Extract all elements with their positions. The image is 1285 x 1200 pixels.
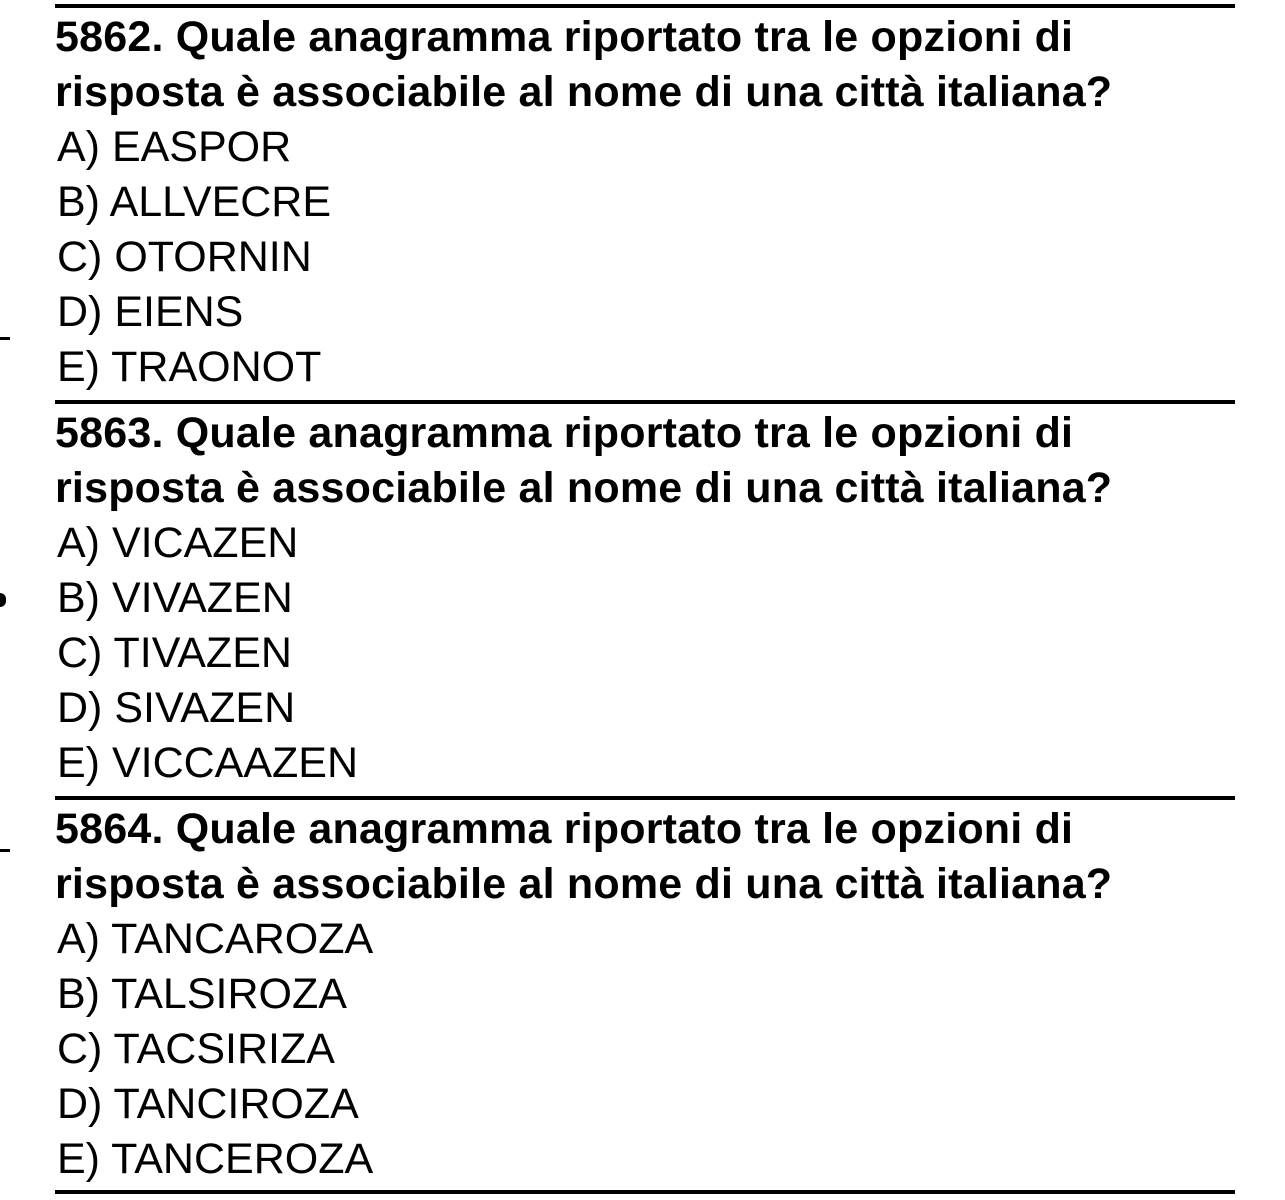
divider-rule xyxy=(55,400,1235,404)
answer-option-e: E) TANCEROZA xyxy=(57,1135,374,1183)
answer-option-d: D) TANCIROZA xyxy=(57,1080,359,1128)
answer-options xyxy=(55,912,1235,1187)
answer-option-c: C) TIVAZEN xyxy=(57,629,292,677)
question-block xyxy=(55,406,1235,791)
edge-mark-1 xyxy=(0,337,10,340)
question-text: 5863. Quale anagramma riportato tra le opzioni di risposta è associabile al nome di una città italiana? xyxy=(55,409,1113,512)
answer-option-c: C) OTORNIN xyxy=(57,233,312,281)
question-block xyxy=(55,10,1235,395)
question-text: 5864. Quale anagramma riportato tra le opzioni di risposta è associabile al nome di una città italiana? xyxy=(55,805,1113,908)
answer-option-d: D) EIENS xyxy=(57,288,244,336)
answer-option-b: B) VIVAZEN xyxy=(57,574,293,622)
edge-mark-3 xyxy=(0,849,10,852)
answer-options xyxy=(55,516,1235,791)
edge-mark-2 xyxy=(0,593,6,607)
answer-option-e: E) VICCAAZEN xyxy=(57,739,359,787)
divider-rule xyxy=(55,1190,1235,1194)
answer-option-d: D) SIVAZEN xyxy=(57,684,296,732)
answer-option-a: A) EASPOR xyxy=(57,123,292,171)
answer-option-a: A) VICAZEN xyxy=(57,519,299,567)
divider-rule xyxy=(55,4,1235,8)
question-block xyxy=(55,802,1235,1187)
answer-option-b: B) TALSIROZA xyxy=(57,970,347,1018)
divider-rule xyxy=(55,796,1235,800)
answer-option-e: E) TRAONOT xyxy=(57,343,322,391)
question-text: 5862. Quale anagramma riportato tra le opzioni di risposta è associabile al nome di una città italiana? xyxy=(55,13,1113,116)
answer-option-c: C) TACSIRIZA xyxy=(57,1025,335,1073)
answer-option-a: A) TANCAROZA xyxy=(57,915,374,963)
answer-options xyxy=(55,120,1235,395)
answer-option-b: B) ALLVECRE xyxy=(57,178,332,226)
